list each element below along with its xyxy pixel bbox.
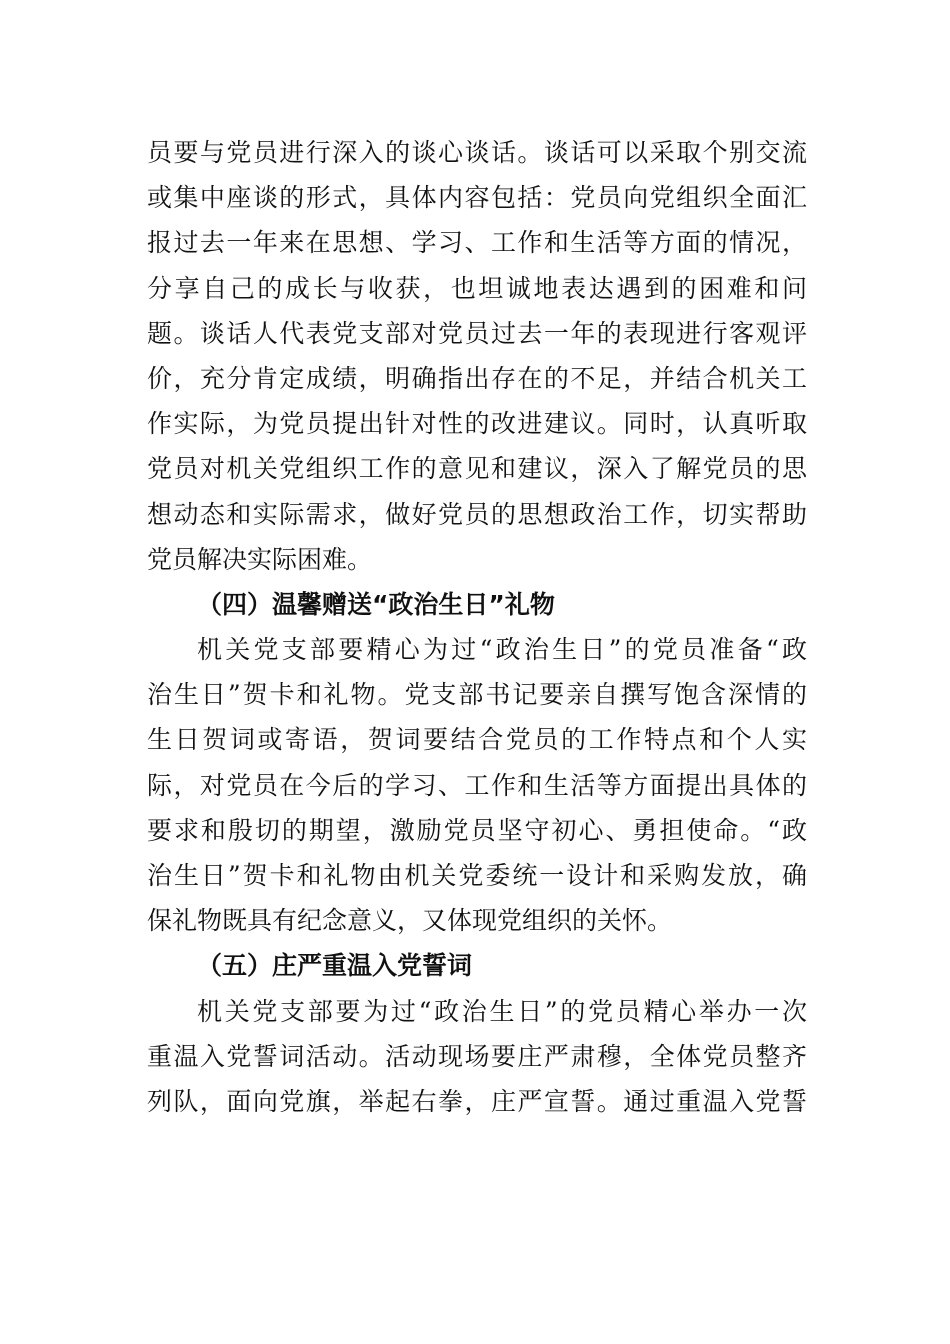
text-line: 想动态和实际需求，做好党员的思想政治工作，切实帮助 [147, 499, 807, 529]
text-line: 重温入党誓词活动。活动现场要庄严肃穆，全体党员整齐 [147, 1041, 807, 1071]
text-line: 机关党支部要为过“政治生日”的党员精心举办一次 [197, 996, 807, 1026]
text-line: 保礼物既具有纪念意义，又体现党组织的关怀。 [147, 906, 673, 936]
text-line: 党员对机关党组织工作的意见和建议，深入了解党员的思 [147, 454, 807, 484]
text-line: 或集中座谈的形式，具体内容包括：党员向党组织全面汇 [147, 183, 807, 213]
section-heading-4: （四）温馨赠送“政治生日”礼物 [197, 589, 555, 619]
text-line: 要求和殷切的期望，激励党员坚守初心、勇担使命。“政 [147, 815, 807, 845]
text-line: 报过去一年来在思想、学习、工作和生活等方面的情况， [147, 228, 807, 258]
text-line: 价，充分肯定成绩，明确指出存在的不足，并结合机关工 [147, 363, 807, 393]
section-heading-5: （五）庄严重温入党誓词 [197, 951, 473, 981]
text-line: 列队，面向党旗，举起右拳，庄严宣誓。通过重温入党誓 [147, 1086, 807, 1116]
paragraph-talk [147, 130, 807, 582]
text-line: 员要与党员进行深入的谈心谈话。谈话可以采取个别交流 [147, 138, 807, 167]
paragraph-oath [147, 989, 807, 1125]
text-line: 党员解决实际困难。 [147, 544, 373, 574]
text-line: 生日贺词或寄语，贺词要结合党员的工作特点和个人实 [147, 725, 807, 755]
text-line: 治生日”贺卡和礼物。党支部书记要亲自撰写饱含深情的 [147, 680, 807, 710]
text-line: 作实际，为党员提出针对性的改进建议。同时，认真听取 [147, 409, 807, 439]
text-line: 机关党支部要精心为过“政治生日”的党员准备“政 [197, 635, 807, 665]
paragraph-gift [147, 627, 807, 943]
text-line: 际，对党员在今后的学习、工作和生活等方面提出具体的 [147, 770, 807, 800]
text-line: 题。谈话人代表党支部对党员过去一年的表现进行客观评 [147, 318, 807, 348]
document-page [147, 130, 807, 1124]
text-line: 治生日”贺卡和礼物由机关党委统一设计和采购发放，确 [147, 861, 807, 890]
text-line: 分享自己的成长与收获，也坦诚地表达遇到的困难和问 [147, 273, 807, 303]
